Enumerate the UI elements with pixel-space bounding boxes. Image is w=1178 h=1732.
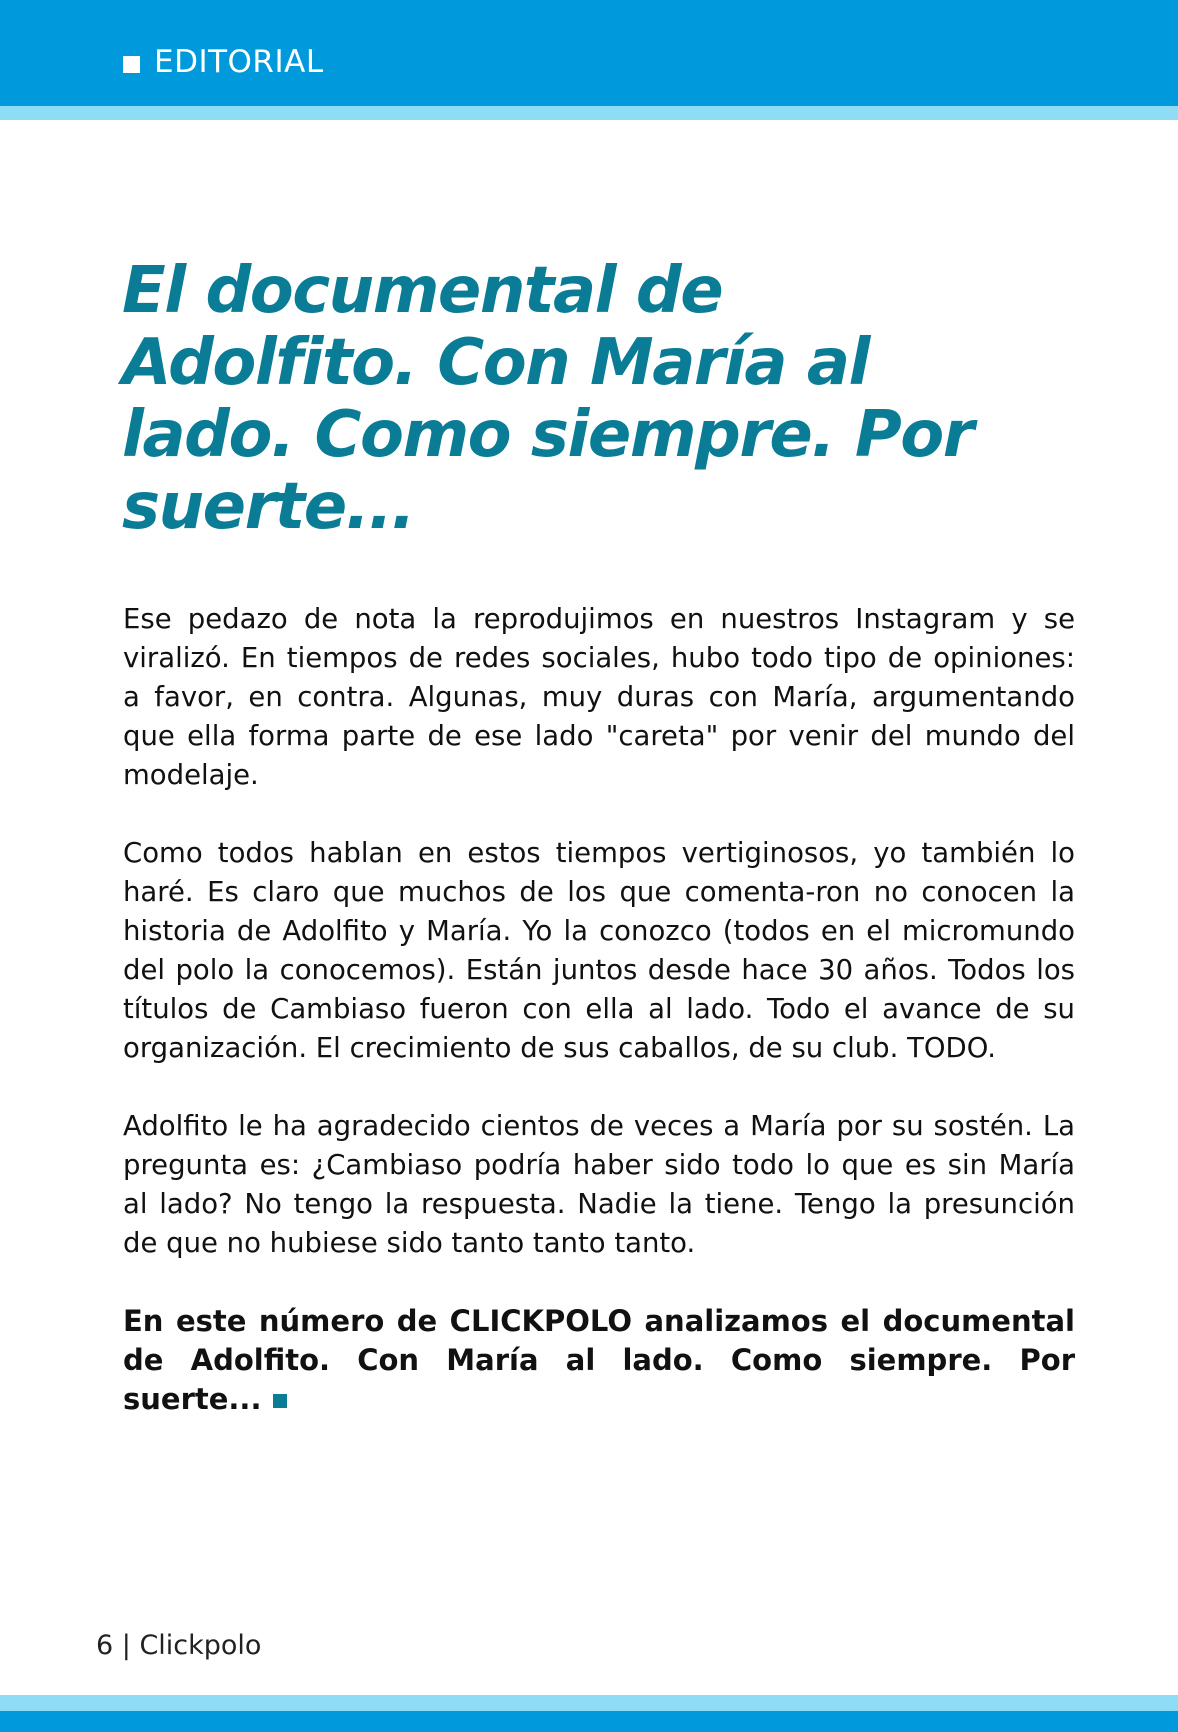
end-square-icon <box>273 1394 287 1408</box>
footer-stripe <box>0 1695 1178 1711</box>
closing-paragraph <box>123 1302 1075 1419</box>
paragraph-1: Ese pedazo de nota la reprodujimos en nuestros Instagram y se viralizó. En tiempos de redes sociales, hubo todo tipo de opiniones: a favor, en contra. Algunas, muy duras con María, argumentando que ella forma parte de ese lado "careta" por venir del mundo del modelaje. <box>123 603 1075 791</box>
section-label <box>123 44 324 80</box>
section-label-text: EDITORIAL <box>154 44 324 80</box>
footer-bar <box>0 1711 1178 1732</box>
article-body <box>123 600 1075 1419</box>
paragraph-2: Como todos hablan en estos tiempos vertiginosos, yo también lo haré. Es claro que muchos de los que comenta-ron no conocen la historia de Adolfito y María. Yo la conozco (todos en el micromundo del polo la conocemos). Están juntos desde hace 30 años. Todos los títulos de Cambiaso fueron con ella al lado. Todo el avance de su organización. El crecimiento de sus caballos, de su club. TODO. <box>123 837 1075 1064</box>
page-footer: 6 | Clickpolo <box>96 1630 262 1661</box>
article-title: El documental de Adolfito. Con María al lado. Como siempre. Por suerte... <box>122 254 973 544</box>
header-stripe <box>0 106 1178 120</box>
square-bullet-icon <box>123 56 140 73</box>
paragraph-3: Adolfito le ha agradecido cientos de veces a María por su sostén. La pregunta es: ¿Cambiaso podría haber sido todo lo que es sin María al lado? No tengo la respuesta. Nadie la tiene. Tengo la presunción de que no hubiese sido tanto tanto tanto. <box>123 1110 1075 1259</box>
closing-text: En este número de CLICKPOLO analizamos el documental de Adolfito. Con María al lado. Como siempre. Por suerte... <box>123 1304 1075 1416</box>
